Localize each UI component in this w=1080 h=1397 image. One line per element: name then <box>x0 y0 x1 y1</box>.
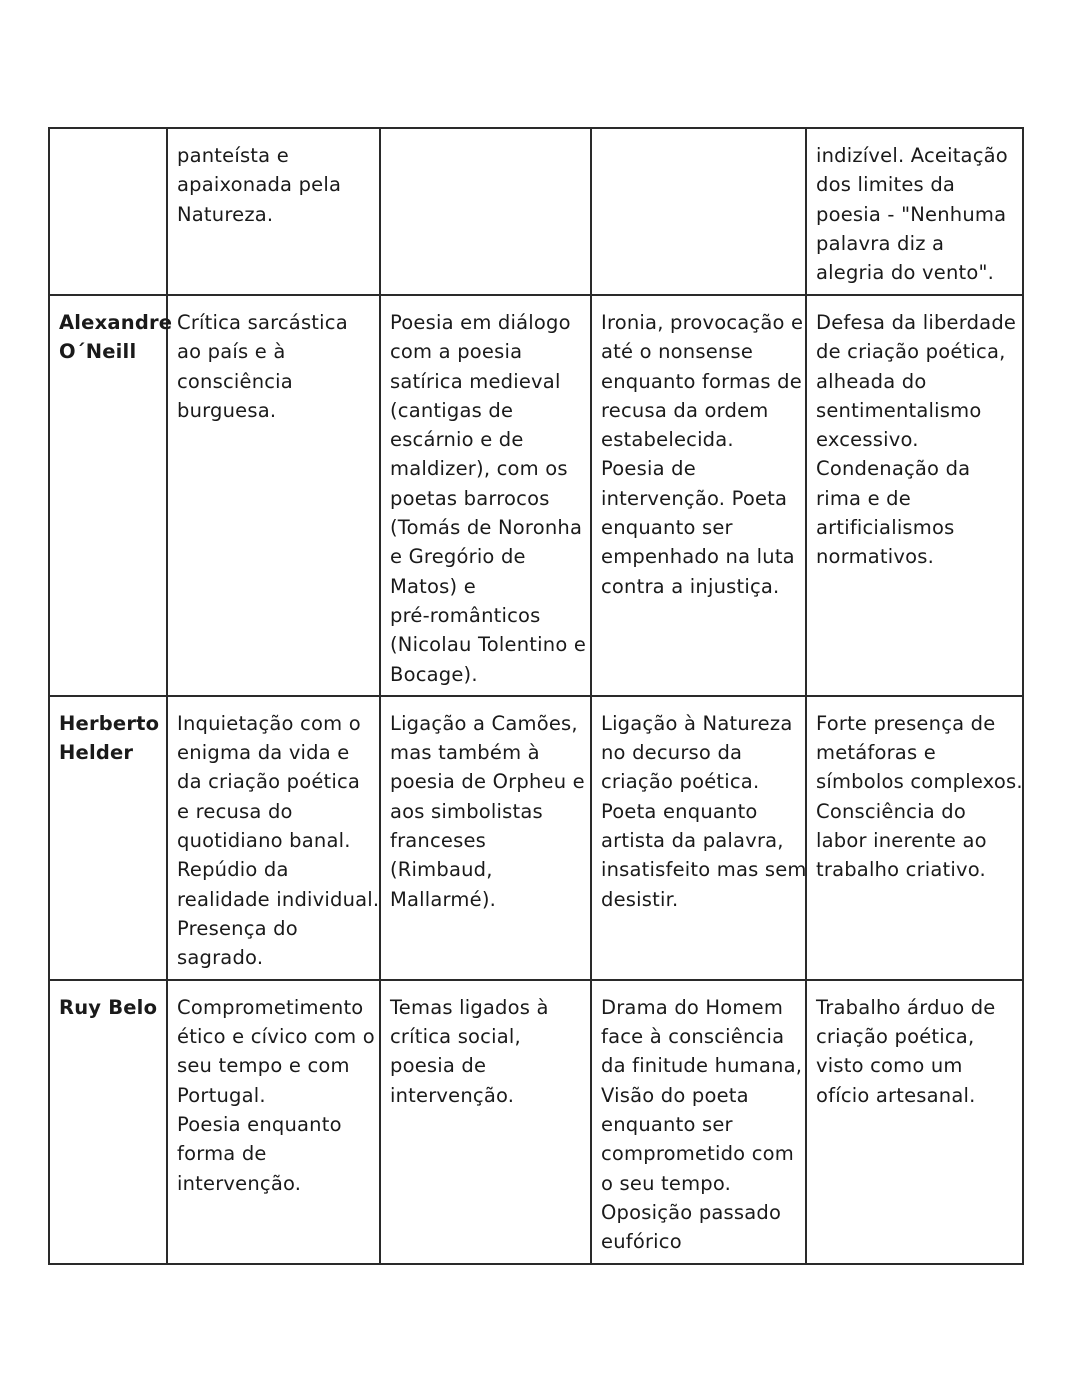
table-cell <box>591 295 806 696</box>
cell-text-line: Visão do poeta <box>601 1083 749 1107</box>
poet-name-cell <box>49 128 167 295</box>
cell-text-line: Poesia em diálogo <box>390 311 571 334</box>
cell-text-line: burguesa. <box>177 398 277 422</box>
cell-text-line: criação poética. <box>601 770 760 794</box>
table-cell <box>380 696 591 980</box>
cell-text-line: panteísta e <box>177 144 289 167</box>
cell-text-line: (cantigas de <box>390 398 514 422</box>
cell-text-line: poetas barrocos <box>390 486 550 510</box>
table-cell <box>167 980 380 1264</box>
cell-text-line: franceses <box>390 829 487 853</box>
cell-text-line: enquanto ser <box>601 1113 733 1137</box>
cell-text-line: da criação poética <box>177 770 361 794</box>
table-cell <box>806 980 1023 1264</box>
cell-text-line: normativos. <box>816 545 935 569</box>
cell-text-line: rima e de <box>816 486 911 510</box>
table-cell <box>167 128 380 295</box>
cell-text-line: indizível. Aceitação <box>816 144 1008 167</box>
cell-text-line: Repúdio da <box>177 858 289 882</box>
table-cell <box>167 696 380 980</box>
cell-text-line: labor inerente ao <box>816 829 987 853</box>
cell-text-line: Defesa da liberdade <box>816 311 1017 334</box>
poet-name-line: Helder <box>59 741 134 765</box>
cell-text-line: trabalho criativo. <box>816 858 986 882</box>
cell-text-line: símbolos complexos. <box>816 770 1023 794</box>
table-cell <box>806 696 1023 980</box>
cell-text-line: desistir. <box>601 887 679 911</box>
cell-text-line: (Rimbaud, <box>390 858 493 882</box>
cell-text-line: artista da palavra, <box>601 829 784 853</box>
cell-text-line: artificialismos <box>816 516 955 540</box>
cell-text-line: Natureza. <box>177 202 274 226</box>
cell-text-line: ofício artesanal. <box>816 1083 976 1107</box>
cell-text-line: crítica social, <box>390 1025 521 1049</box>
cell-text-line: e Gregório de <box>390 545 526 569</box>
cell-text-line: Forte presença de <box>816 711 996 735</box>
cell-text-line: poesia - "Nenhuma <box>816 202 1007 226</box>
cell-text-line: Mallarmé). <box>390 887 497 911</box>
cell-text-line: poesia de Orpheu e <box>390 770 585 794</box>
cell-text-line: Drama do Homem <box>601 995 784 1019</box>
cell-text-line: de criação poética, <box>816 340 1006 364</box>
table-cell <box>591 128 806 295</box>
table-cell <box>806 295 1023 696</box>
cell-text-line: com a poesia <box>390 340 523 364</box>
poet-name-cell <box>49 980 167 1264</box>
cell-text-line: Bocage). <box>390 662 478 686</box>
cell-text-line: excessivo. <box>816 428 919 452</box>
cell-text-line: seu tempo e com <box>177 1054 350 1078</box>
cell-text-line: visto como um <box>816 1054 963 1078</box>
cell-text-line: insatisfeito mas sem <box>601 858 807 882</box>
poet-name-line: Alexandre <box>59 311 173 334</box>
table-row <box>49 980 1023 1264</box>
cell-text-line: satírica medieval <box>390 369 561 393</box>
cell-text-line: no decurso da <box>601 741 743 765</box>
cell-text-line: intervenção. Poeta <box>601 486 788 510</box>
cell-text-line: aos simbolistas <box>390 799 543 823</box>
cell-text-line: empenhado na luta <box>601 545 795 569</box>
cell-text-line: face à consciência <box>601 1025 785 1049</box>
cell-text-line: enquanto ser <box>601 516 733 540</box>
cell-text-line: criação poética, <box>816 1025 975 1049</box>
cell-text-line: poesia de <box>390 1054 487 1078</box>
cell-text-line: Trabalho árduo de <box>816 995 996 1019</box>
table-cell <box>380 980 591 1264</box>
cell-text-line: consciência <box>177 369 293 393</box>
cell-text-line: Comprometimento <box>177 995 364 1019</box>
table-cell <box>591 980 806 1264</box>
cell-text-line: intervenção. <box>177 1171 302 1195</box>
cell-text-line: pré-românticos <box>390 603 541 627</box>
cell-text-line: apaixonada pela <box>177 173 342 197</box>
table-cell <box>591 696 806 980</box>
cell-text-line: (Nicolau Tolentino e <box>390 633 587 657</box>
cell-text-line: palavra diz a <box>816 231 945 255</box>
cell-text-line: recusa da ordem <box>601 398 769 422</box>
cell-text-line: comprometido com <box>601 1142 794 1166</box>
cell-text-line: escárnio e de <box>390 428 524 452</box>
cell-text-line: Poesia enquanto <box>177 1113 342 1137</box>
cell-text-line: da finitude humana, <box>601 1054 803 1078</box>
cell-text-line: metáforas e <box>816 741 936 765</box>
cell-text-line: forma de <box>177 1142 267 1166</box>
cell-text-line: quotidiano banal. <box>177 829 351 853</box>
cell-text-line: Poesia de <box>601 457 696 481</box>
cell-text-line: eufórico <box>601 1230 682 1254</box>
cell-text-line: o seu tempo. <box>601 1171 732 1195</box>
cell-text-line: Condenação da <box>816 457 971 481</box>
poet-name-line: Ruy Belo <box>59 995 158 1019</box>
table-row <box>49 696 1023 980</box>
cell-text-line: alegria do vento". <box>816 261 995 285</box>
table-cell <box>380 128 591 295</box>
table-cell <box>380 295 591 696</box>
cell-text-line: até o nonsense <box>601 340 754 364</box>
cell-text-line: contra a injustiça. <box>601 574 780 598</box>
cell-text-line: ético e cívico com o <box>177 1025 375 1049</box>
cell-text-line: Inquietação com o <box>177 711 361 735</box>
cell-text-line: ao país e à <box>177 340 286 364</box>
cell-text-line: Temas ligados à <box>390 995 549 1019</box>
table-cell <box>167 295 380 696</box>
poets-comparison-table <box>48 127 1024 1265</box>
table-row <box>49 128 1023 295</box>
cell-text-line: realidade individual. <box>177 887 380 911</box>
cell-text-line: alheada do <box>816 369 927 393</box>
cell-text-line: Portugal. <box>177 1083 266 1107</box>
cell-text-line: e recusa do <box>177 799 293 823</box>
table-body <box>49 128 1023 1264</box>
cell-text-line: sentimentalismo <box>816 398 982 422</box>
cell-text-line: Crítica sarcástica <box>177 311 348 334</box>
cell-text-line: mas também à <box>390 741 540 765</box>
poet-name-line: O´Neill <box>59 340 137 364</box>
cell-text-line: Ligação a Camões, <box>390 711 578 735</box>
cell-text-line: Poeta enquanto <box>601 799 758 823</box>
cell-text-line: sagrado. <box>177 946 264 970</box>
cell-text-line: Ironia, provocação e <box>601 311 804 334</box>
cell-text-line: dos limites da <box>816 173 956 197</box>
cell-text-line: estabelecida. <box>601 428 734 452</box>
cell-text-line: enquanto formas de <box>601 369 802 393</box>
cell-text-line: maldizer), com os <box>390 457 568 481</box>
cell-text-line: Matos) e <box>390 574 476 598</box>
cell-text-line: (Tomás de Noronha <box>390 516 583 540</box>
poet-name-cell <box>49 295 173 696</box>
cell-text-line: Consciência do <box>816 799 966 823</box>
poet-name-line: Herberto <box>59 711 160 735</box>
cell-text-line: Presença do <box>177 916 298 940</box>
cell-text-line: intervenção. <box>390 1083 515 1107</box>
table-cell <box>806 128 1023 295</box>
poet-name-cell <box>49 696 167 980</box>
table-row <box>49 295 1023 696</box>
cell-text-line: Ligação à Natureza <box>601 711 793 735</box>
cell-text-line: Oposição passado <box>601 1200 782 1224</box>
cell-text-line: enigma da vida e <box>177 741 350 765</box>
